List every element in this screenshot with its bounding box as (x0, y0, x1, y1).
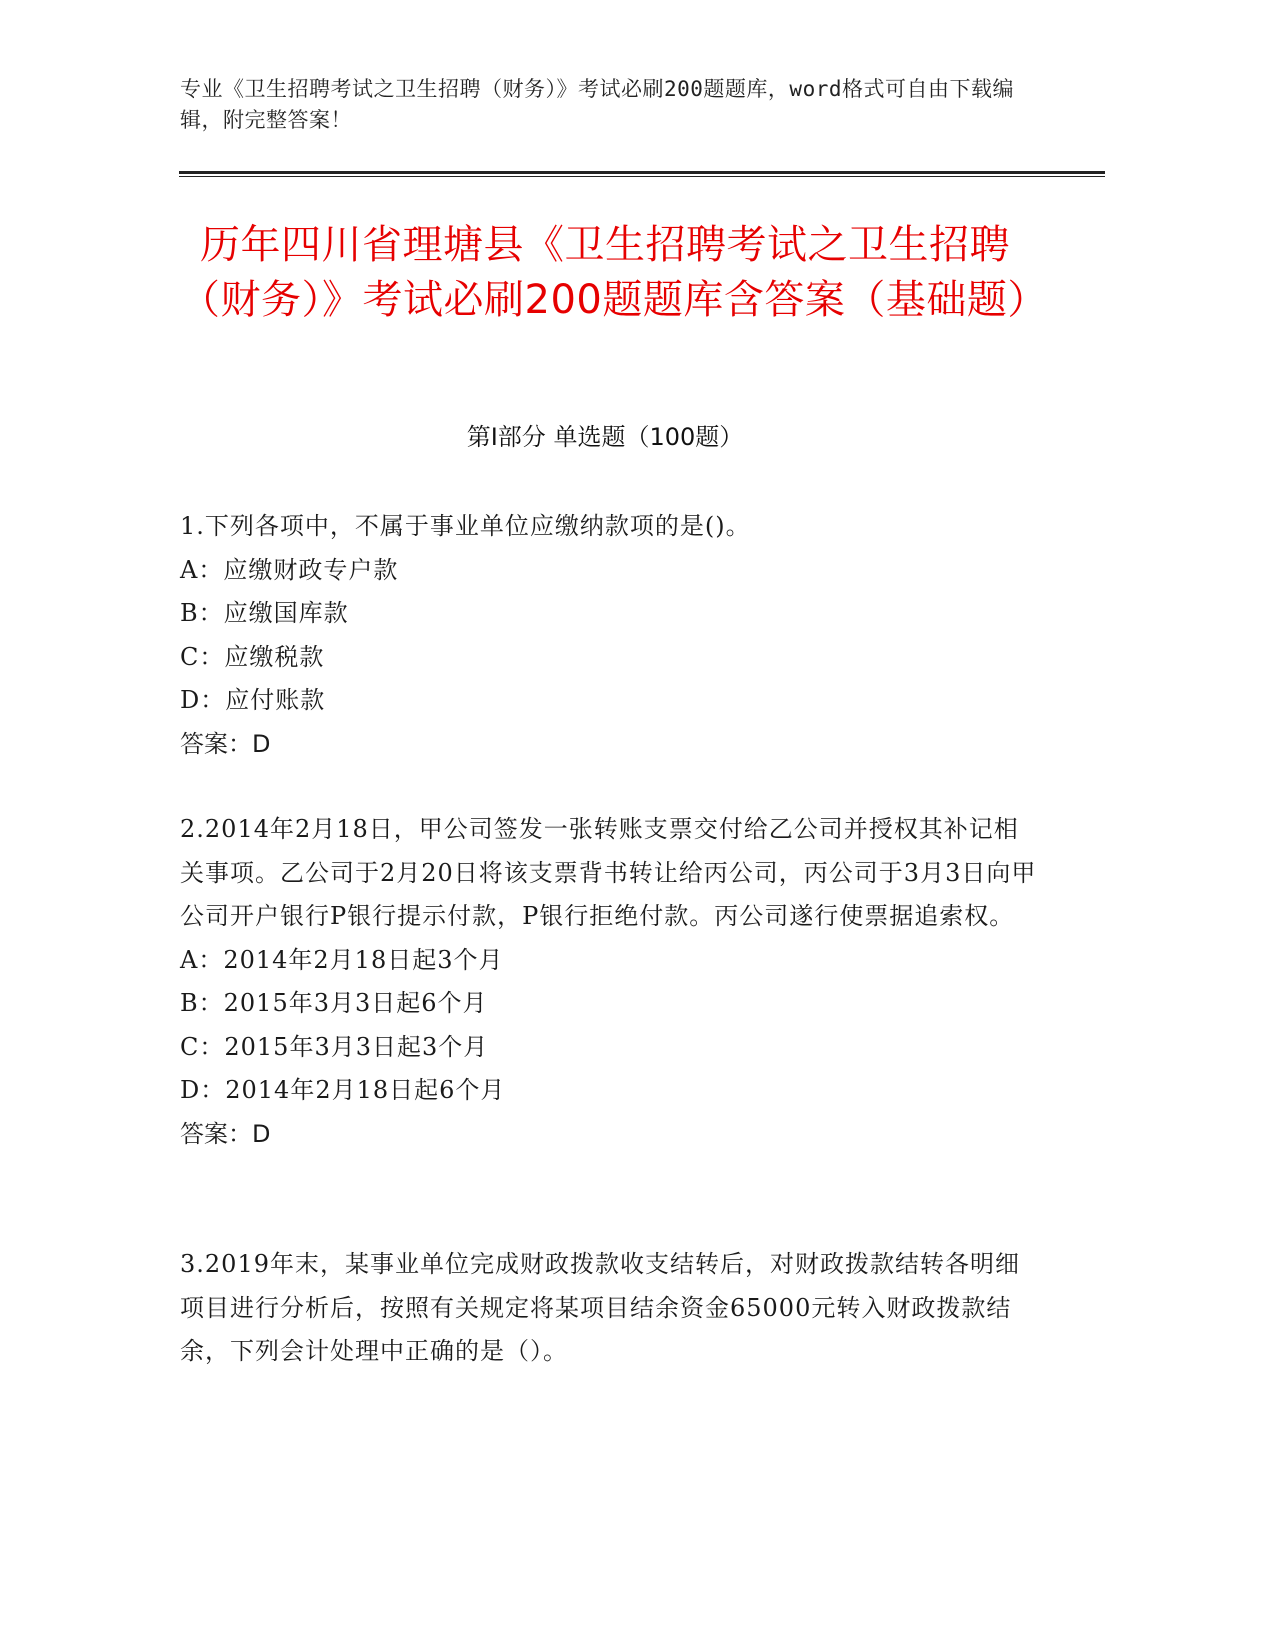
header-divider-thick (179, 171, 1105, 174)
answer: 答案：D (180, 1119, 271, 1148)
question-2 (180, 808, 1040, 1156)
option-d: D：2014年2月18日起6个月 (180, 1076, 506, 1104)
question-1 (180, 505, 1040, 766)
option-d: D：应付账款 (180, 686, 326, 714)
option-c: C：应缴税款 (180, 642, 325, 671)
question-stem: 2.2014年2月18日，甲公司签发一张转账支票交付给乙公司并授权其补记相关事项。乙公司于2月20日将该支票背书转让给丙公司，丙公司于3月3日向甲公司开户银行P银行提示付款，P银行拒绝付款。丙公司遂行使票据追索权。 (180, 815, 1037, 930)
option-a: A：2014年2月18日起3个月 (180, 945, 504, 974)
question-stem: 1.下列各项中，不属于事业单位应缴纳款项的是()。 (180, 512, 751, 540)
option-b: B：2015年3月3日起6个月 (180, 989, 488, 1017)
section-heading: 第Ⅰ部分 单选题（100题） (466, 423, 744, 451)
option-a: A：应缴财政专户款 (180, 555, 399, 584)
answer: 答案：D (180, 729, 271, 758)
question-stem: 3.2019年末，某事业单位完成财政拨款收支结转后，对财政拨款结转各明细项目进行分析后，按照有关规定将某项目结余资金65000元转入财政拨款结余，下列会计处理中正确的是（）。 (180, 1250, 1020, 1365)
question-3 (180, 1243, 1040, 1374)
header-divider-thin (179, 176, 1105, 177)
option-c: C：2015年3月3日起3个月 (180, 1032, 489, 1061)
header-note: 专业《卫生招聘考试之卫生招聘（财务）》考试必刷200题题库，word格式可自由下载编辑，附完整答案！ (180, 77, 1014, 132)
option-b: B：应缴国库款 (180, 599, 349, 627)
document-title: 历年四川省理塘县《卫生招聘考试之卫生招聘（财务）》考试必刷200题题库含答案（基础题） (180, 222, 1048, 323)
